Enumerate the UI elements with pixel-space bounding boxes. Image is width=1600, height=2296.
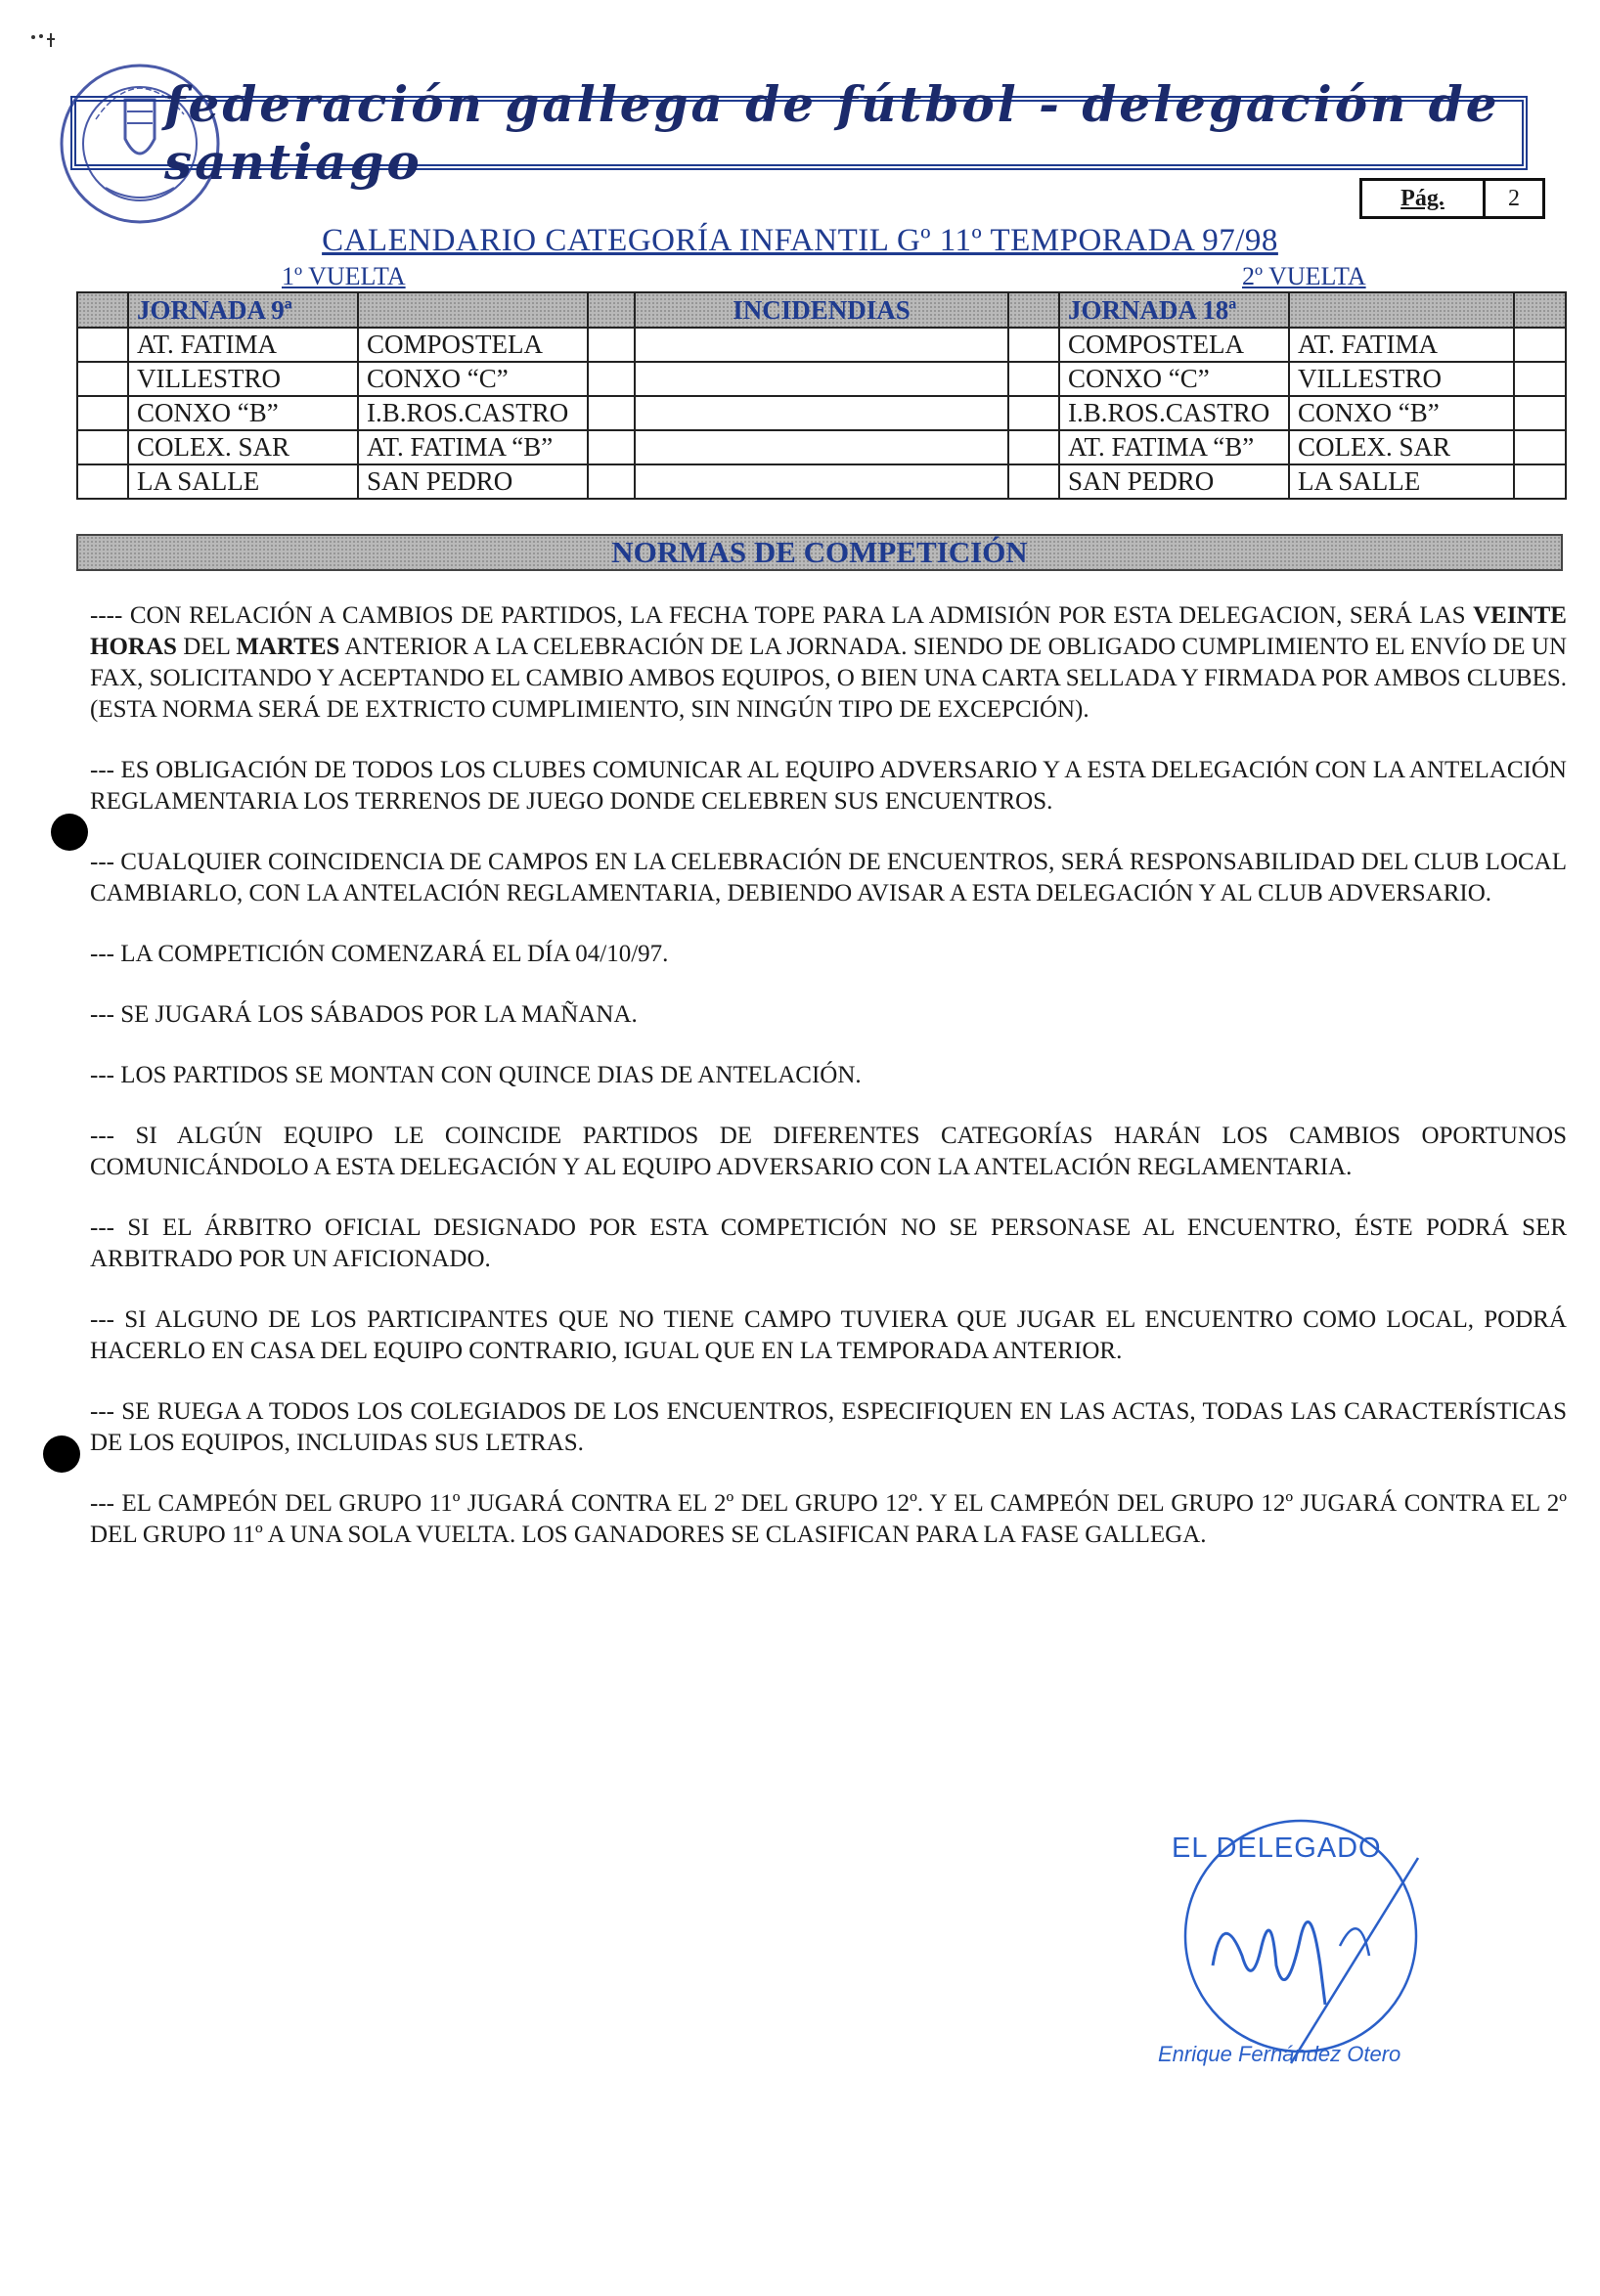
bullet-dot-icon — [43, 1435, 80, 1473]
away-team-first: SAN PEDRO — [358, 464, 588, 499]
emphasis-text: VEINTE HORAS — [90, 602, 1567, 660]
calendar-title: CALENDARIO CATEGORÍA INFANTIL Gº 11º TEMPORADA 97/98 — [322, 223, 1278, 258]
rule-paragraph: --- CUALQUIER COINCIDENCIA DE CAMPOS EN LA CELEBRACIÓN DE ENCUENTROS, SERÁ RESPONSABILIDAD DEL CLUB LOCAL CAMBIARLO, CON LA ANTELACIÓN REGLAMENTARIA, DEBIENDO AVISAR A ESTA DELEGACIÓN Y AL CLUB ADVERSARIO. — [90, 849, 1567, 906]
header-cell — [588, 292, 635, 328]
jornada-second-header: JORNADA 18ª — [1059, 292, 1289, 328]
header-cell — [1008, 292, 1059, 328]
row-marker — [77, 396, 128, 430]
first-round-label: 1º VUELTA — [282, 262, 406, 290]
rule-paragraph: --- SE JUGARÁ LOS SÁBADOS POR LA MAÑANA. — [90, 1001, 638, 1028]
row-marker — [77, 464, 128, 499]
scan-artifact-icon — [29, 31, 68, 51]
row-marker — [77, 328, 128, 362]
result-cell — [588, 396, 635, 430]
rule-paragraph: --- LOS PARTIDOS SE MONTAN CON QUINCE DIAS DE ANTELACIÓN. — [90, 1062, 862, 1088]
home-team-first: COLEX. SAR — [128, 430, 358, 464]
table-row — [77, 328, 1566, 362]
rule-paragraph: --- ES OBLIGACIÓN DE TODOS LOS CLUBES COMUNICAR AL EQUIPO ADVERSARIO Y A ESTA DELEGACIÓN CON LA ANTELACIÓN REGLAMENTARIA LOS TERRENOS DE JUEGO DONDE CELEBREN SUS ENCUENTROS. — [90, 757, 1567, 815]
home-team-first: LA SALLE — [128, 464, 358, 499]
incidencias-cell — [635, 430, 1008, 464]
normas-title: NORMAS DE COMPETICIÓN — [76, 534, 1563, 571]
result-cell — [1514, 362, 1566, 396]
result-cell — [588, 464, 635, 499]
home-team-first: VILLESTRO — [128, 362, 358, 396]
table-row — [77, 430, 1566, 464]
table-row — [77, 396, 1566, 430]
header-banner — [70, 75, 1528, 191]
result-cell — [1514, 328, 1566, 362]
row-marker — [77, 430, 128, 464]
rule-paragraph: --- SE RUEGA A TODOS LOS COLEGIADOS DE LOS ENCUENTROS, ESPECIFIQUEN EN LAS ACTAS, TODAS LAS CARACTERÍSTICAS DE LOS EQUIPOS, INCLUIDAS SUS LETRAS. — [90, 1398, 1567, 1456]
header-cell — [77, 292, 128, 328]
away-team-first: CONXO “C” — [358, 362, 588, 396]
away-team-first: COMPOSTELA — [358, 328, 588, 362]
away-team-second: COLEX. SAR — [1289, 430, 1514, 464]
emphasis-text: MARTES — [236, 634, 340, 660]
row-marker — [1008, 362, 1059, 396]
incidencias-cell — [635, 396, 1008, 430]
home-team-first: AT. FATIMA — [128, 328, 358, 362]
incidencias-cell — [635, 362, 1008, 396]
table-row — [77, 362, 1566, 396]
banner-title: federación gallega de fútbol - delegación de santiago — [164, 75, 1500, 191]
fixtures-table — [76, 291, 1567, 500]
rule-paragraph: --- LA COMPETICIÓN COMENZARÁ EL DÍA 04/10/97. — [90, 941, 669, 967]
home-team-second: SAN PEDRO — [1059, 464, 1289, 499]
incidencias-cell — [635, 464, 1008, 499]
rule-paragraph: --- SI EL ÁRBITRO OFICIAL DESIGNADO POR ESTA COMPETICIÓN NO SE PERSONASE AL ENCUENTRO, ÉSTE PODRÁ SER ARBITRADO POR UN AFICIONADO. — [90, 1214, 1567, 1272]
row-marker — [1008, 464, 1059, 499]
page-number: 2 — [1483, 181, 1542, 216]
jornada-first-header: JORNADA 9ª — [128, 292, 358, 328]
result-cell — [1514, 430, 1566, 464]
table-row — [77, 464, 1566, 499]
second-round-label: 2º VUELTA — [1242, 262, 1366, 290]
home-team-second: AT. FATIMA “B” — [1059, 430, 1289, 464]
row-marker — [1008, 328, 1059, 362]
signature-title: EL DELEGADO — [1172, 1832, 1382, 1864]
signature-name: Enrique Fernández Otero — [1158, 2042, 1401, 2066]
header-cell — [1289, 292, 1514, 328]
incidencias-cell — [635, 328, 1008, 362]
away-team-second: LA SALLE — [1289, 464, 1514, 499]
header-cell — [1514, 292, 1566, 328]
incidencias-header: INCIDENDIAS — [635, 292, 1008, 328]
home-team-second: COMPOSTELA — [1059, 328, 1289, 362]
rule-paragraph: --- SI ALGUNO DE LOS PARTICIPANTES QUE NO TIENE CAMPO TUVIERA QUE JUGAR EL ENCUENTRO COMO LOCAL, PODRÁ HACERLO EN CASA DEL EQUIPO CONTRARIO, IGUAL QUE EN LA TEMPORADA ANTERIOR. — [90, 1306, 1567, 1364]
result-cell — [588, 430, 635, 464]
result-cell — [1514, 464, 1566, 499]
away-team-second: AT. FATIMA — [1289, 328, 1514, 362]
home-team-first: CONXO “B” — [128, 396, 358, 430]
away-team-first: I.B.ROS.CASTRO — [358, 396, 588, 430]
rules-section — [90, 600, 1567, 1580]
home-team-second: I.B.ROS.CASTRO — [1059, 396, 1289, 430]
bullet-dot-icon — [51, 814, 88, 851]
away-team-second: CONXO “B” — [1289, 396, 1514, 430]
header-cell — [358, 292, 588, 328]
home-team-second: CONXO “C” — [1059, 362, 1289, 396]
page-number-box — [1359, 178, 1545, 219]
row-marker — [1008, 396, 1059, 430]
row-marker — [77, 362, 128, 396]
away-team-first: AT. FATIMA “B” — [358, 430, 588, 464]
rule-paragraph: --- EL CAMPEÓN DEL GRUPO 11º JUGARÁ CONTRA EL 2º DEL GRUPO 12º. Y EL CAMPEÓN DEL GRUPO 12º JUGARÁ CONTRA EL 2º DEL GRUPO 11º A UNA SOLA VUELTA. LOS GANADORES SE CLASIFICAN PARA LA FASE GALLEGA. — [90, 1490, 1567, 1548]
rule-paragraph: --- SI ALGÚN EQUIPO LE COINCIDE PARTIDOS DE DIFERENTES CATEGORÍAS HARÁN LOS CAMBIOS OPORTUNOS COMUNICÁNDOLO A ESTA DELEGACIÓN Y AL EQUIPO ADVERSARIO CON LA ANTELACIÓN REGLAMENTARIA. — [90, 1123, 1567, 1180]
result-cell — [588, 328, 635, 362]
away-team-second: VILLESTRO — [1289, 362, 1514, 396]
fixtures-header-row — [77, 292, 1566, 328]
result-cell — [1514, 396, 1566, 430]
row-marker — [1008, 430, 1059, 464]
rule-paragraph: ---- CON RELACIÓN A CAMBIOS DE PARTIDOS, LA FECHA TOPE PARA LA ADMISIÓN POR ESTA DELEGACION, SERÁ LAS VEINTE HORAS DEL MARTES ANTERIOR A LA CELEBRACIÓN DE LA JORNADA. SIENDO DE OBLIGADO CUMPLIMIENTO EL ENVÍO DE UN FAX, SOLICITANDO Y ACEPTANDO EL CAMBIO AMBOS EQUIPOS, O BIEN UNA CARTA SELLADA Y FIRMADA POR AMBOS CLUBES. (ESTA NORMA SERÁ DE EXTRICTO CUMPLIMIENTO, SIN NINGÚN TIPO DE EXCEPCIÓN). — [90, 602, 1568, 723]
result-cell — [588, 362, 635, 396]
page-label: Pág. — [1400, 186, 1444, 211]
